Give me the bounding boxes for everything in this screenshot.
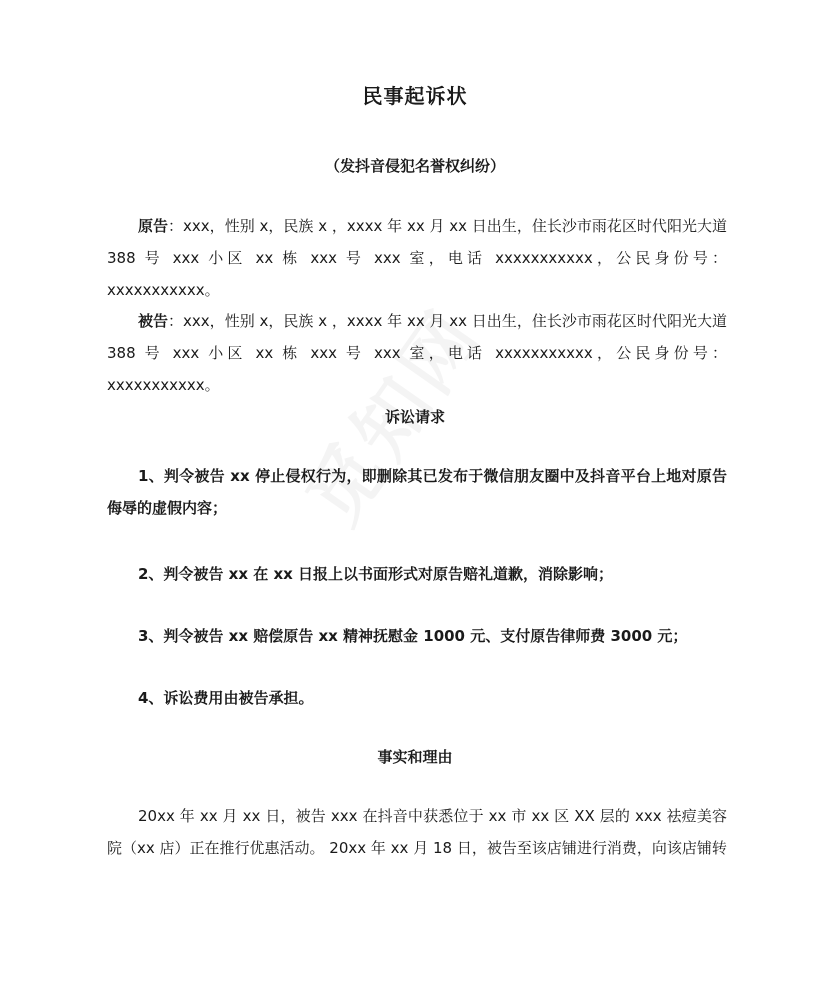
claim-item-4: 4、诉讼费用由被告承担。 [138,689,314,707]
plaintiff-text: ：xxx，性别 x，民族 x ，xxxx 年 xx 月 xx 日出生，住长沙市雨花区时代阳光大道 388 号 xxx 小区 xx 栋 xxx 号 xxx 室，电话 xxxxxxxxxxx，公民身份号：xxxxxxxxxxx。 [107,217,727,299]
claim-item-1: 1、判令被告 xx 停止侵权行为，即删除其已发布于微信朋友圈中及抖音平台上地对原告侮辱的虚假内容； [107,467,727,517]
defendant-label: 被告 [138,312,169,330]
plaintiff-label: 原告 [138,217,169,235]
plaintiff-paragraph [107,210,727,306]
document-subtitle: （发抖音侵犯名誉权纠纷） [324,157,505,175]
defendant-text: ：xxx，性别 x，民族 x ，xxxx 年 xx 月 xx 日出生，住长沙市雨花区时代阳光大道 388 号 xxx 小区 xx 栋 xxx 号 xxx 室，电话 xxxxxxxxxxx，公民身份号：xxxxxxxxxxx。 [107,312,727,394]
facts-heading: 事实和理由 [377,748,453,766]
document-title: 民事起诉状 [362,84,468,108]
claim-item-3: 3、判令被告 xx 赔偿原告 xx 精神抚慰金 1000 元、支付原告律师费 3000 元； [138,627,688,645]
facts-paragraph: 20xx 年 xx 月 xx 日，被告 xxx 在抖音中获悉位于 xx 市 xx 区 XX 层的 xxx 祛痘美容院（xx 店）正在推行优惠活动。 20xx 年 xx 月 18 日，被告至该店铺进行消费，向该店铺转 [107,807,727,857]
claims-heading: 诉讼请求 [384,408,445,426]
defendant-paragraph [107,305,727,401]
claim-item-2: 2、判令被告 xx 在 xx 日报上以书面形式对原告赔礼道歉，消除影响； [138,565,614,583]
